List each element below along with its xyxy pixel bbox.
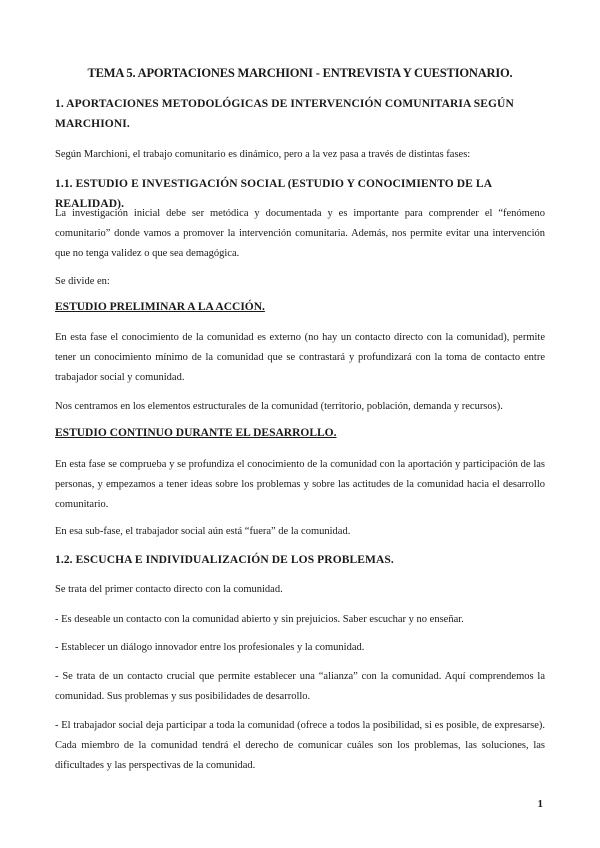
bullet-item-2: - Establecer un diálogo innovador entre los profesionales y la comunidad. <box>55 642 365 653</box>
bullet-item-3: - Se trata de un contacto crucial que permite establecer una “alianza” con la comunidad. Aquí comprendemos la comunidad. Sus problemas y sus posibilidades de desarrollo. <box>55 671 545 702</box>
continuo-heading: ESTUDIO CONTINUO DURANTE EL DESARROLLO. <box>55 427 337 439</box>
continuo-paragraph-2: En esa sub-fase, el trabajador social aún está “fuera” de la comunidad. <box>55 526 351 537</box>
preliminar-heading: ESTUDIO PRELIMINAR A LA ACCIÓN. <box>55 301 265 313</box>
document-title: TEMA 5. APORTACIONES MARCHIONI - ENTREVISTA Y CUESTIONARIO. <box>87 66 513 80</box>
continuo-paragraph: En esta fase se comprueba y se profundiza el conocimiento de la comunidad con la aportación y participación de las personas, y empezamos a tener ideas sobre los problemas y sobre las actitudes de la comunidad hacia el desarrollo comunitario. <box>55 459 545 510</box>
section-1-2-heading: 1.2. ESCUCHA E INDIVIDUALIZACIÓN DE LOS PROBLEMAS. <box>55 554 394 566</box>
section-1-1-heading: 1.1. ESTUDIO E INVESTIGACIÓN SOCIAL (ESTUDIO Y CONOCIMIENTO DE LA REALIDAD). <box>55 178 492 210</box>
section-1-intro: Según Marchioni, el trabajo comunitario es dinámico, pero a la vez pasa a través de distintas fases: <box>55 149 471 160</box>
page-number: 1 <box>537 798 543 810</box>
section-1-1-divide: Se divide en: <box>55 276 110 287</box>
section-1-1-paragraph: La investigación inicial debe ser metódica y documentada y es importante para comprender el “fenómeno comunitario” donde vamos a promover la intervención comunitaria. Además, nos permite evitar una intervención que no tenga validez o que sea demagógica. <box>55 208 545 259</box>
bullet-item-1: - Es deseable un contacto con la comunidad abierto y sin prejuicios. Saber escuchar y no enseñar. <box>55 614 464 625</box>
section-1-2-paragraph: Se trata del primer contacto directo con la comunidad. <box>55 584 283 595</box>
bullet-item-4: - El trabajador social deja participar a toda la comunidad (ofrece a todos la posibilidad, si es posible, de expresarse). Cada miembro de la comunidad tendrá el derecho de comunicar cuáles son los problemas, las soluciones, las dificultades y las perspectivas de la comunidad. <box>55 720 545 771</box>
section-1-heading: 1. APORTACIONES METODOLÓGICAS DE INTERVENCIÓN COMUNITARIA SEGÚN MARCHIONI. <box>55 98 514 130</box>
preliminar-paragraph: En esta fase el conocimiento de la comunidad es externo (no hay un contacto directo con la comunidad), permite tener un conocimiento mínimo de la comunidad que se contrastará y profundizará con la toma de contacto entre trabajador social y comunidad. <box>55 332 545 383</box>
preliminar-paragraph-2: Nos centramos en los elementos estructurales de la comunidad (territorio, población, demanda y recursos). <box>55 401 503 412</box>
